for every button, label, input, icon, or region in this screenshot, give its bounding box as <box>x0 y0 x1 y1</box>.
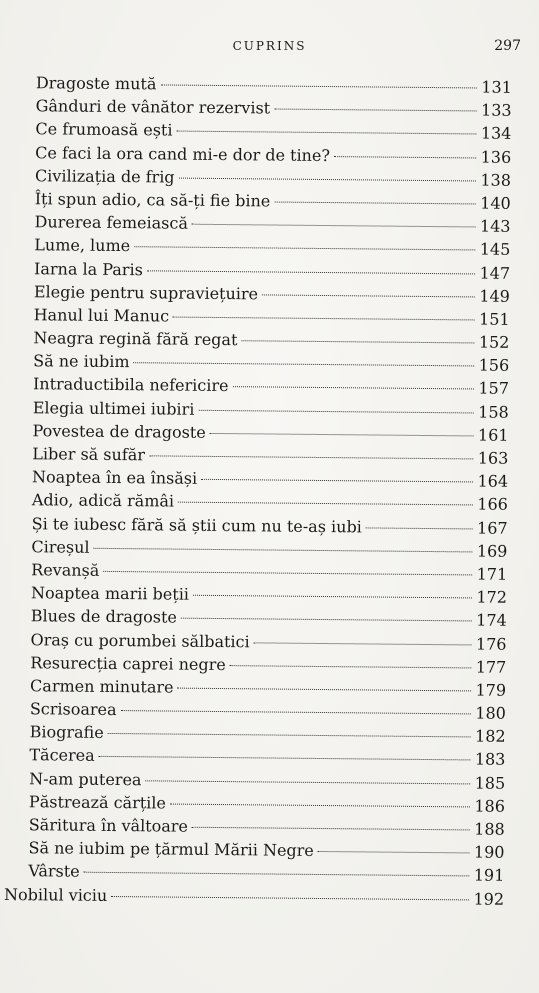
toc-entry-page: 147 <box>479 262 511 283</box>
dot-leader <box>84 872 470 877</box>
toc-entry-title: Îți spun adio, ca să-ți fie bine <box>34 189 271 211</box>
toc-entry-title: Hanul lui Manuc <box>33 305 170 326</box>
toc-entry-page: 179 <box>475 680 507 700</box>
toc-entry-title: Să ne iubim pe țărmul Mării Negre <box>28 838 314 861</box>
toc-entry-page: 143 <box>479 216 511 236</box>
dot-leader <box>201 479 473 483</box>
dot-leader <box>177 131 477 135</box>
dot-leader <box>103 571 472 576</box>
toc-entry-title: Durerea femeiască <box>34 212 189 233</box>
toc-entry-page: 161 <box>477 425 509 445</box>
dot-leader <box>233 387 475 390</box>
toc-entry-title: N-am puterea <box>29 768 142 789</box>
toc-entry-page: 164 <box>477 471 509 491</box>
toc-entry-title: Biografie <box>29 722 104 743</box>
toc-entry-title: Și te iubesc fără să știi cum nu te-aș iubi <box>31 513 362 536</box>
dot-leader <box>210 433 474 437</box>
dot-leader <box>94 548 473 553</box>
dot-leader <box>241 340 474 343</box>
toc-entry-page: 145 <box>479 239 511 260</box>
dot-leader <box>173 316 475 320</box>
toc-entry-page: 172 <box>476 587 508 607</box>
toc-entry-page: 177 <box>475 657 507 677</box>
toc-entry-title: Civilizația de frig <box>34 165 175 187</box>
dot-leader <box>178 687 472 691</box>
toc-entry-page: 176 <box>475 633 507 654</box>
toc-entry-title: Resurecția caprei negre <box>30 652 226 674</box>
toc-entry-title: Gânduri de vânător rezervist <box>35 96 271 118</box>
toc-entry-page: 167 <box>477 518 508 538</box>
toc-entry-title: Tăcerea <box>29 745 95 766</box>
dot-leader <box>192 224 476 228</box>
toc-entry-title: Păstrează cărțile <box>28 792 167 813</box>
page-number: 297 <box>494 38 521 54</box>
toc-entry-title: Neagra regină fără regat <box>33 328 238 350</box>
dot-leader <box>108 733 471 737</box>
toc-entry-title: Elegia ultimei iubiri <box>32 397 195 419</box>
dot-leader <box>121 710 472 714</box>
dot-leader <box>274 201 476 204</box>
toc-entry-page: 186 <box>474 796 506 816</box>
toc-entry-page: 188 <box>474 819 505 839</box>
dot-leader <box>147 270 476 274</box>
dot-leader <box>334 156 477 158</box>
toc-entry-title: Ce frumoasă ești <box>35 119 173 140</box>
toc-entry-page: 158 <box>478 402 509 422</box>
toc-entry-page: 169 <box>476 541 508 561</box>
dot-leader <box>274 109 477 112</box>
toc-entry-title: Carmen minutare <box>30 676 174 697</box>
toc-entry-title: Blues de dragoste <box>30 606 178 627</box>
dot-leader <box>170 803 471 807</box>
toc-entry-title: Noaptea în ea însăși <box>32 467 198 488</box>
toc-entry-page: 174 <box>476 610 507 631</box>
toc-entry-title: Vârste <box>28 861 80 882</box>
toc-entry-page: 191 <box>473 865 505 886</box>
dot-leader <box>254 642 472 645</box>
table-of-contents <box>4 71 512 911</box>
toc-entry-page: 138 <box>480 170 512 190</box>
toc-entry-title: Elegie pentru supraviețuire <box>33 281 259 304</box>
toc-entry-title: Cireșul <box>31 536 90 557</box>
toc-entry-title: Să ne iubim <box>33 351 130 372</box>
toc-entry-title: Scrisoarea <box>29 699 117 720</box>
dot-leader <box>134 246 476 250</box>
toc-entry-title: Noaptea marii beții <box>30 583 190 604</box>
dot-leader <box>193 595 472 599</box>
dot-leader <box>146 780 471 784</box>
toc-entry-title: Lume, lume <box>34 235 131 256</box>
toc-entry-title: Dragoste mută <box>35 73 157 94</box>
toc-entry-page: 171 <box>476 564 508 584</box>
toc-entry-page: 140 <box>480 193 511 213</box>
dot-leader <box>192 827 470 831</box>
dot-leader <box>99 756 471 761</box>
toc-entry-page: 149 <box>479 286 510 306</box>
toc-entry-page: 192 <box>473 889 505 909</box>
dot-leader <box>134 362 475 366</box>
dot-leader <box>198 409 474 413</box>
toc-entry-page: 183 <box>474 749 506 770</box>
dot-leader <box>366 527 473 529</box>
running-title: CUPRINS <box>232 39 307 53</box>
toc-entry-page: 156 <box>478 355 510 376</box>
toc-entry-page: 180 <box>475 703 506 723</box>
toc-entry-title: Oraș cu porumbei sălbatici <box>30 629 250 651</box>
dot-leader <box>160 84 477 88</box>
toc-entry-title: Intraductibila nefericire <box>32 374 229 396</box>
toc-entry-page: 163 <box>477 448 509 468</box>
toc-entry-page: 152 <box>478 332 510 352</box>
toc-entry-title: Săritura în vâltoare <box>28 815 189 836</box>
toc-entry-title: Revanșă <box>31 560 100 580</box>
toc-entry-page: 133 <box>481 100 512 120</box>
dot-leader <box>111 896 469 900</box>
toc-entry <box>4 883 504 911</box>
toc-entry-page: 131 <box>481 77 512 97</box>
toc-entry-page: 151 <box>479 309 510 329</box>
dot-leader <box>181 618 472 622</box>
dot-leader <box>262 294 475 297</box>
dot-leader <box>149 455 474 459</box>
toc-entry-page: 136 <box>480 147 512 167</box>
toc-entry-page: 157 <box>478 378 510 399</box>
dot-leader <box>230 665 472 668</box>
toc-entry-page: 166 <box>477 494 508 515</box>
toc-entry-title: Adio, adică rămâi <box>31 490 175 511</box>
dot-leader <box>179 177 477 181</box>
toc-entry-title: Nobilul viciu <box>4 884 108 905</box>
dot-leader <box>318 851 470 853</box>
toc-entry-title: Ce faci la ora cand mi-e dor de tine? <box>35 142 331 165</box>
toc-entry-page: 134 <box>480 123 512 144</box>
toc-entry-page: 182 <box>474 726 506 747</box>
toc-entry-title: Liber să sufăr <box>32 444 146 465</box>
toc-entry-title: Povestea de dragoste <box>32 421 206 442</box>
toc-entry-page: 190 <box>473 842 505 862</box>
dot-leader <box>178 502 473 506</box>
toc-entry-page: 185 <box>474 773 506 793</box>
toc-entry-title: Iarna la Paris <box>34 258 143 279</box>
